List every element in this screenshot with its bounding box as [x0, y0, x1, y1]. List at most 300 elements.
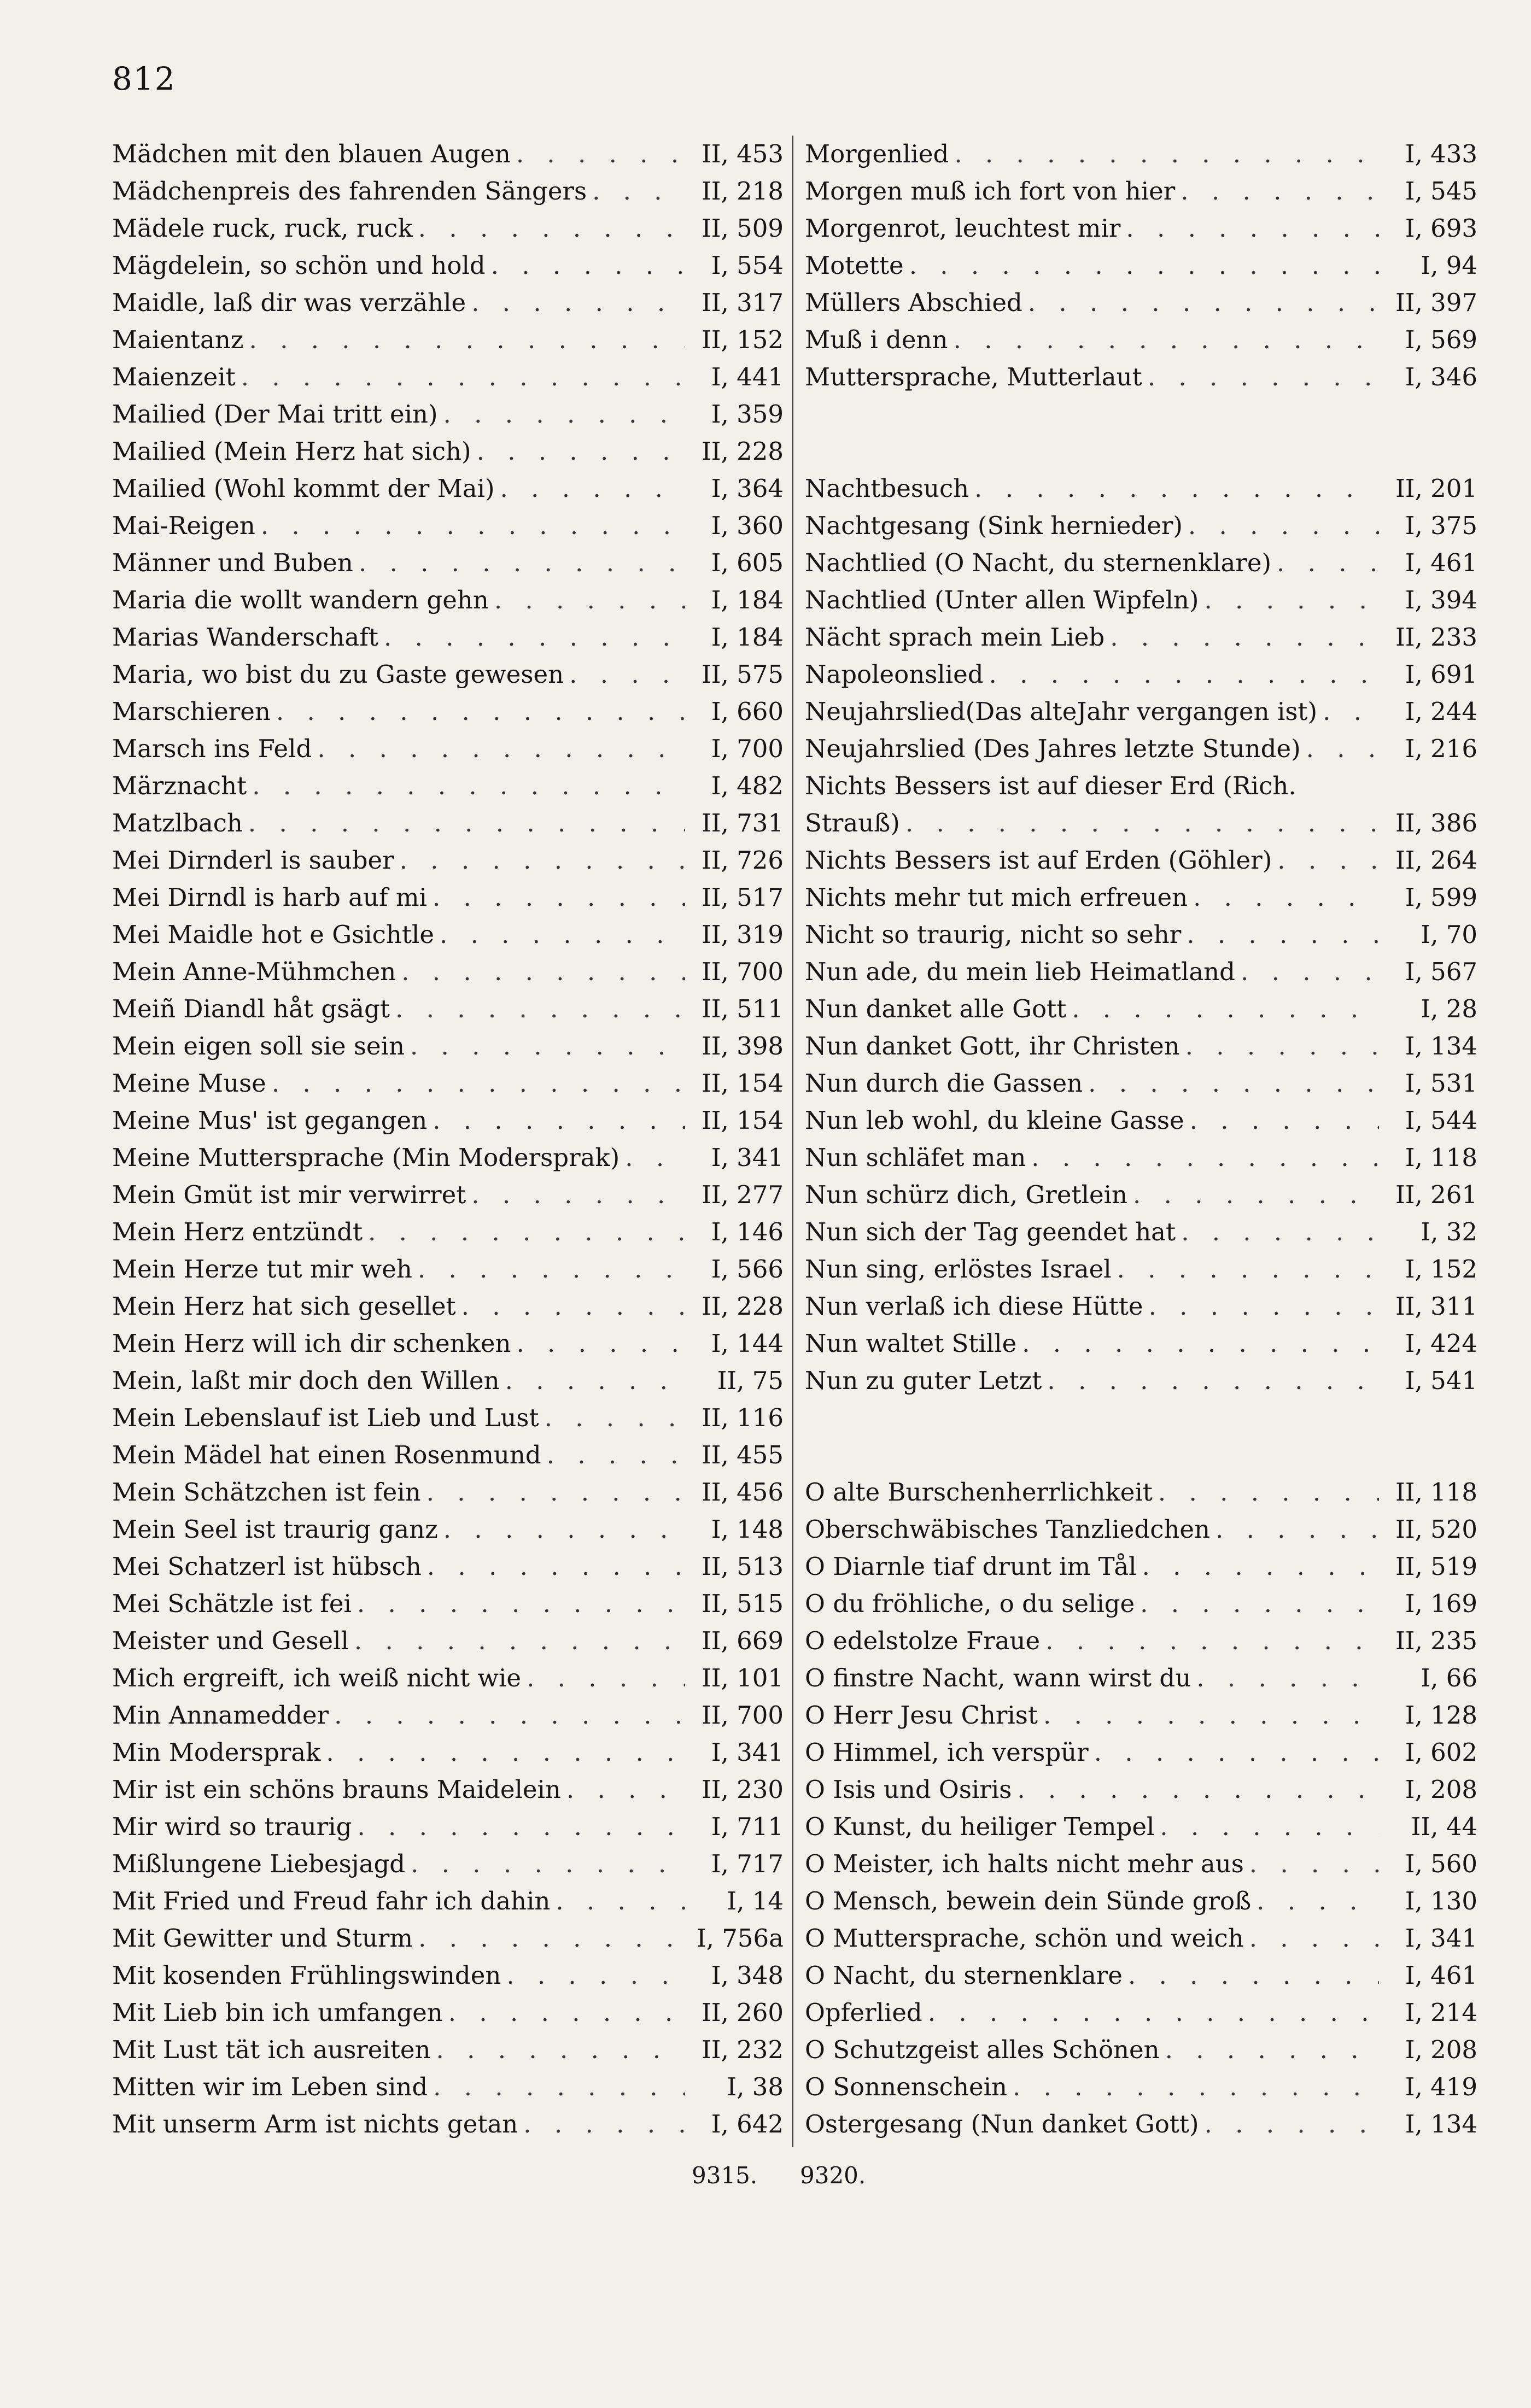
- dot-leader: [1149, 1288, 1379, 1325]
- index-entry: [805, 1994, 1477, 2031]
- entry-reference: II, 201: [1395, 474, 1477, 503]
- dot-leader: [272, 1065, 685, 1102]
- index-entry: [112, 1474, 784, 1511]
- entry-reference: II, 261: [1395, 1180, 1477, 1209]
- entry-reference: I, 660: [711, 697, 784, 726]
- index-entry: [805, 1102, 1477, 1139]
- entry-reference: I, 118: [1405, 1143, 1477, 1172]
- dot-leader: [334, 1697, 685, 1734]
- index-entry: [112, 805, 784, 842]
- entry-title: Meine Muttersprache (Min Modersprak): [112, 1143, 620, 1172]
- entry-reference: II, 575: [701, 660, 784, 689]
- entry-reference: I, 14: [727, 1886, 784, 1915]
- entry-title: Meine Muse: [112, 1069, 266, 1098]
- entry-title: Mit Lieb bin ich umfangen: [112, 1998, 443, 2027]
- entry-title: Maienzeit: [112, 362, 236, 391]
- index-entry: [805, 953, 1477, 991]
- dot-leader: [1181, 1214, 1379, 1251]
- entry-reference: II, 233: [1395, 623, 1477, 652]
- entry-title: Nun schürz dich, Gretlein: [805, 1180, 1127, 1209]
- entry-reference: II, 277: [701, 1180, 784, 1209]
- entry-title: Mein Anne-Mühmchen: [112, 957, 396, 986]
- dot-leader: [592, 173, 685, 210]
- entry-title: Nachtbesuch: [805, 474, 969, 503]
- index-entry: [112, 2106, 784, 2143]
- dot-leader: [276, 693, 685, 730]
- entry-reference: II, 520: [1395, 1515, 1477, 1544]
- entry-title: Müllers Abschied: [805, 288, 1022, 317]
- dot-leader: [527, 1660, 685, 1697]
- entry-reference: I, 394: [1405, 585, 1477, 614]
- entry-reference: II, 513: [701, 1552, 784, 1581]
- dot-leader: [471, 1176, 685, 1214]
- entry-reference: II, 152: [701, 325, 784, 354]
- entry-title: O Isis und Osiris: [805, 1775, 1012, 1804]
- index-entry: [112, 1697, 784, 1734]
- entry-reference: II, 398: [701, 1032, 784, 1061]
- index-entry: [112, 1102, 784, 1139]
- entry-reference: I, 130: [1405, 1886, 1477, 1915]
- entry-title: Maidle, laß dir was verzähle: [112, 288, 466, 317]
- index-entry: [805, 1845, 1477, 1883]
- dot-leader: [1047, 1362, 1379, 1399]
- index-entry: [112, 2031, 784, 2069]
- dot-leader: [1249, 1920, 1379, 1957]
- index-entry: [805, 842, 1477, 879]
- entry-title: O edelstolze Fraue: [805, 1626, 1041, 1655]
- index-column-left: [112, 136, 784, 2143]
- index-entry: [112, 247, 784, 284]
- index-entry: [805, 1771, 1477, 1808]
- entry-title: Mit Gewitter und Sturm: [112, 1924, 413, 1953]
- dot-leader: [1133, 1176, 1379, 1214]
- dot-leader: [1160, 1808, 1379, 1845]
- index-entry: [112, 656, 784, 693]
- entry-reference: II, 319: [701, 920, 784, 949]
- entry-reference: I, 554: [711, 251, 784, 280]
- index-entry: [805, 1362, 1477, 1399]
- entry-title: Mein Schätzchen ist fein: [112, 1478, 421, 1507]
- index-entry: [805, 1139, 1477, 1176]
- index-entry: [805, 1176, 1477, 1214]
- entry-title: Nun waltet Stille: [805, 1329, 1017, 1358]
- dot-leader: [1196, 1660, 1379, 1697]
- entry-title: O finstre Nacht, wann wirst du: [805, 1663, 1191, 1692]
- dot-leader: [1190, 1102, 1379, 1139]
- entry-reference: II, 517: [701, 883, 784, 912]
- index-entry: [112, 1251, 784, 1288]
- dot-leader: [928, 1994, 1379, 2031]
- index-entry: [805, 1325, 1477, 1362]
- entry-title: Oberschwäbisches Tanzliedchen: [805, 1515, 1211, 1544]
- index-entry: [112, 1920, 784, 1957]
- entry-title: O Kunst, du heiliger Tempel: [805, 1812, 1155, 1841]
- entry-reference: I, 152: [1405, 1255, 1477, 1284]
- dot-leader: [443, 1511, 685, 1548]
- dot-leader: [954, 136, 1379, 173]
- entry-reference: I, 184: [711, 585, 784, 614]
- index-entry: [112, 1771, 784, 1808]
- entry-title: Nun zu guter Letzt: [805, 1366, 1042, 1395]
- dot-leader: [427, 1548, 685, 1585]
- dot-leader: [1187, 916, 1379, 953]
- dot-leader: [1188, 507, 1379, 544]
- entry-reference: II, 726: [701, 846, 784, 875]
- dot-leader: [411, 1845, 685, 1883]
- entry-reference: I, 169: [1405, 1589, 1477, 1618]
- entry-reference: II, 519: [1395, 1552, 1477, 1581]
- entry-title: Mailied (Der Mai tritt ein): [112, 400, 438, 429]
- entry-title: Morgenlied: [805, 139, 949, 168]
- entry-title: Nun verlaß ich diese Hütte: [805, 1292, 1143, 1321]
- entry-title: Mädele ruck, ruck, ruck: [112, 214, 413, 243]
- entry-reference: I, 28: [1421, 994, 1477, 1023]
- index-entry: [805, 1920, 1477, 1957]
- index-entry: [112, 1957, 784, 1994]
- entry-title: Nun sich der Tag geendet hat: [805, 1217, 1176, 1246]
- dot-leader: [354, 1622, 685, 1660]
- entry-reference: I, 566: [711, 1255, 784, 1284]
- entry-title: Mit kosenden Frühlingswinden: [112, 1961, 501, 1990]
- entry-title: Nun danket Gott, ihr Christen: [805, 1032, 1180, 1061]
- entry-reference: I, 375: [1405, 511, 1477, 540]
- dot-leader: [384, 619, 685, 656]
- index-entry: [805, 507, 1477, 544]
- entry-title: Meiñ Diandl håt gsägt: [112, 994, 390, 1023]
- entry-title: Nichts Bessers ist auf dieser Erd (Rich.: [805, 771, 1296, 800]
- entry-reference: I, 38: [727, 2072, 784, 2101]
- entry-reference: II, 154: [701, 1069, 784, 1098]
- index-entry: [805, 1474, 1477, 1511]
- index-entry: [805, 693, 1477, 730]
- entry-reference: I, 602: [1405, 1738, 1477, 1767]
- dot-leader: [491, 247, 685, 284]
- entry-title: O Nacht, du sternenklare: [805, 1961, 1123, 1990]
- entry-title: Muß i denn: [805, 325, 948, 354]
- index-entry: [805, 1251, 1477, 1288]
- entry-reference: I, 341: [711, 1738, 784, 1767]
- entry-title: Napoleonslied: [805, 660, 984, 689]
- entry-title: Ostergesang (Nun danket Gott): [805, 2110, 1199, 2139]
- index-entry: [112, 916, 784, 953]
- entry-title: Mein Mädel hat einen Rosenmund: [112, 1440, 541, 1469]
- entry-reference: II, 260: [701, 1998, 784, 2027]
- entry-reference: II, 228: [701, 437, 784, 466]
- index-entry: [112, 1511, 784, 1548]
- dot-leader: [1204, 582, 1379, 619]
- index-entry: [112, 433, 784, 470]
- entry-reference: I, 461: [1405, 1961, 1477, 1990]
- index-entry: [112, 693, 784, 730]
- entry-reference: I, 531: [1405, 1069, 1477, 1098]
- dot-leader: [418, 1251, 685, 1288]
- entry-title: Mit unserm Arm ist nichts getan: [112, 2110, 518, 2139]
- entry-title: Mein Seel ist traurig ganz: [112, 1515, 438, 1544]
- entry-reference: II, 456: [701, 1478, 784, 1507]
- index-entry: [805, 173, 1477, 210]
- entry-title: Mädchen mit den blauen Augen: [112, 139, 511, 168]
- entry-title: O Muttersprache, schön und weich: [805, 1924, 1244, 1953]
- index-entry: [805, 1808, 1477, 1845]
- dot-leader: [249, 321, 685, 359]
- dot-leader: [494, 582, 685, 619]
- entry-reference: I, 364: [711, 474, 784, 503]
- dot-leader: [506, 1957, 685, 1994]
- entry-title: Mei Maidle hot e Gsichtle: [112, 920, 434, 949]
- entry-title: Nicht so traurig, nicht so sehr: [805, 920, 1182, 949]
- entry-title: Motette: [805, 251, 904, 280]
- entry-title: Nachtlied (O Nacht, du sternenklare): [805, 548, 1272, 577]
- index-entry: [805, 730, 1477, 767]
- index-entry: [805, 1511, 1477, 1548]
- entry-reference: I, 66: [1421, 1663, 1477, 1692]
- dot-leader: [1028, 284, 1379, 321]
- index-spacer: [805, 1437, 1477, 1474]
- entry-title: Mei Schatzerl ist hübsch: [112, 1552, 422, 1581]
- dot-leader: [436, 2031, 685, 2069]
- entry-title: Männer und Buben: [112, 548, 353, 577]
- entry-title: Marschieren: [112, 697, 271, 726]
- dot-leader: [448, 1994, 685, 2031]
- dot-leader: [418, 1920, 685, 1957]
- dot-leader: [1043, 1697, 1379, 1734]
- entry-reference: II, 311: [1395, 1292, 1477, 1321]
- dot-leader: [1158, 1474, 1379, 1511]
- index-entry: [112, 767, 784, 805]
- index-spacer: [805, 433, 1477, 470]
- entry-reference: I, 128: [1405, 1701, 1477, 1730]
- entry-reference: II, 230: [701, 1775, 784, 1804]
- entry-title: Mailied (Wohl kommt der Mai): [112, 474, 495, 503]
- dot-leader: [368, 1214, 685, 1251]
- index-entry: [805, 321, 1477, 359]
- entry-reference: II, 235: [1395, 1626, 1477, 1655]
- dot-leader: [326, 1734, 685, 1771]
- entry-title: Matzlbach: [112, 808, 243, 837]
- entry-reference: I, 691: [1405, 660, 1477, 689]
- entry-reference: I, 208: [1405, 2035, 1477, 2064]
- dot-leader: [1088, 1065, 1379, 1102]
- index-entry: [805, 879, 1477, 916]
- dot-leader: [1022, 1325, 1379, 1362]
- entry-reference: I, 70: [1421, 920, 1477, 949]
- dot-leader: [625, 1139, 685, 1176]
- entry-title: Muttersprache, Mutterlaut: [805, 362, 1142, 391]
- entry-title: Mei Dirndl is harb auf mi: [112, 883, 427, 912]
- entry-title: Mein Herz entzündt: [112, 1217, 363, 1246]
- index-entry: [805, 210, 1477, 247]
- entry-reference: I, 208: [1405, 1775, 1477, 1804]
- entry-reference: I, 341: [711, 1143, 784, 1172]
- index-entry: [805, 1697, 1477, 1734]
- dot-leader: [1306, 730, 1379, 767]
- index-entry: [805, 470, 1477, 507]
- dot-leader: [523, 2106, 685, 2143]
- index-entry: [112, 544, 784, 582]
- entry-title: Mißlungene Liebesjagd: [112, 1849, 406, 1878]
- entry-title: Marias Wanderschaft: [112, 623, 378, 652]
- entry-title: Strauß): [805, 808, 900, 837]
- index-entry: [805, 544, 1477, 582]
- dot-leader: [505, 1362, 685, 1399]
- entry-title: Morgenrot, leuchtest mir: [805, 214, 1121, 243]
- entry-reference: I, 461: [1405, 548, 1477, 577]
- entry-title: O Meister, ich halts nicht mehr aus: [805, 1849, 1244, 1878]
- entry-reference: II, 669: [701, 1626, 784, 1655]
- page-number: 812: [112, 60, 176, 97]
- entry-title: Maria die wollt wandern gehn: [112, 585, 489, 614]
- entry-title: O Himmel, ich verspür: [805, 1738, 1089, 1767]
- entry-reference: I, 711: [711, 1812, 784, 1841]
- entry-title: Neujahrslied (Des Jahres letzte Stunde): [805, 734, 1301, 763]
- dot-leader: [433, 2069, 685, 2106]
- entry-reference: II, 118: [1395, 1478, 1477, 1507]
- index-entry: [805, 1548, 1477, 1585]
- entry-title: Morgen muß ich fort von hier: [805, 177, 1176, 206]
- entry-reference: II, 511: [701, 994, 784, 1023]
- entry-reference: I, 146: [711, 1217, 784, 1246]
- index-entry: [112, 1994, 784, 2031]
- dot-leader: [1126, 210, 1379, 247]
- index-entry: [112, 1883, 784, 1920]
- dot-leader: [1142, 1548, 1379, 1585]
- dot-leader: [1148, 359, 1379, 396]
- entry-title: Nichts mehr tut mich erfreuen: [805, 883, 1188, 912]
- index-entry: [805, 916, 1477, 953]
- entry-title: O du fröhliche, o du selige: [805, 1589, 1135, 1618]
- entry-reference: I, 32: [1421, 1217, 1477, 1246]
- entry-reference: I, 433: [1405, 139, 1477, 168]
- dot-leader: [241, 359, 685, 396]
- dot-leader: [1110, 619, 1379, 656]
- dot-leader: [516, 1325, 685, 1362]
- entry-reference: II, 386: [1395, 808, 1477, 837]
- index-entry: [112, 1065, 784, 1102]
- entry-reference: I, 700: [711, 734, 784, 763]
- index-column-right: [805, 136, 1477, 2143]
- index-entry: [112, 1437, 784, 1474]
- dot-leader: [545, 1399, 685, 1437]
- entry-title: Mein Lebenslauf ist Lieb und Lust: [112, 1403, 539, 1432]
- dot-leader: [401, 953, 685, 991]
- entry-reference: II, 700: [701, 957, 784, 986]
- entry-title: Opferlied: [805, 1998, 922, 2027]
- dot-leader: [357, 1808, 685, 1845]
- entry-reference: I, 348: [711, 1961, 784, 1990]
- entry-title: Mein Herz hat sich gesellet: [112, 1292, 456, 1321]
- index-entry: [805, 1622, 1477, 1660]
- entry-title: Meine Mus' ist gegangen: [112, 1106, 428, 1135]
- index-entry: [112, 1808, 784, 1845]
- index-entry: [112, 991, 784, 1028]
- dot-leader: [1013, 2069, 1379, 2106]
- dot-leader: [989, 656, 1379, 693]
- entry-title: O Sonnenschein: [805, 2072, 1007, 2101]
- entry-title: Neujahrslied(Das alteJahr vergangen ist): [805, 697, 1318, 726]
- index-entry: [805, 1585, 1477, 1622]
- index-entry: [112, 1845, 784, 1883]
- entry-reference: I, 94: [1421, 251, 1477, 280]
- entry-reference: II, 218: [701, 177, 784, 206]
- entry-title: Nachtlied (Unter allen Wipfeln): [805, 585, 1199, 614]
- entry-reference: I, 693: [1405, 214, 1477, 243]
- entry-reference: II, 154: [701, 1106, 784, 1135]
- entry-reference: I, 441: [711, 362, 784, 391]
- index-entry: [112, 953, 784, 991]
- entry-title: Mailied (Mein Herz hat sich): [112, 437, 471, 466]
- index-entry: [112, 1176, 784, 1214]
- index-entry: [112, 1548, 784, 1585]
- index-entry: [112, 359, 784, 396]
- entry-reference: II, 44: [1411, 1812, 1477, 1841]
- entry-reference: II, 101: [701, 1663, 784, 1692]
- index-entry: [805, 1734, 1477, 1771]
- dot-leader: [1249, 1845, 1379, 1883]
- index-entry: [112, 730, 784, 767]
- entry-title: Mir wird so traurig: [112, 1812, 352, 1841]
- index-entry: [805, 582, 1477, 619]
- entry-reference: I, 360: [711, 511, 784, 540]
- dot-leader: [261, 507, 685, 544]
- dot-leader: [461, 1288, 685, 1325]
- index-entry: [112, 396, 784, 433]
- index-entry: [112, 1028, 784, 1065]
- entry-reference: II, 228: [701, 1292, 784, 1321]
- entry-title: O alte Burschenherrlichkeit: [805, 1478, 1153, 1507]
- entry-title: Nun sing, erlöstes Israel: [805, 1255, 1112, 1284]
- entry-title: O Diarnle tiaf drunt im Tål: [805, 1552, 1137, 1581]
- dot-leader: [357, 1585, 685, 1622]
- entry-reference: I, 216: [1405, 734, 1477, 763]
- dot-leader: [248, 805, 685, 842]
- entry-reference: II, 453: [701, 139, 784, 168]
- entry-title: Mägdelein, so schön und hold: [112, 251, 486, 280]
- index-entry: [112, 582, 784, 619]
- dot-leader: [1094, 1734, 1379, 1771]
- dot-leader: [443, 396, 685, 433]
- entry-title: O Herr Jesu Christ: [805, 1701, 1038, 1730]
- dot-leader: [1205, 2106, 1379, 2143]
- entry-title: Mai-Reigen: [112, 511, 255, 540]
- index-entry: [112, 1585, 784, 1622]
- dot-leader: [1017, 1771, 1379, 1808]
- index-entry: [805, 1288, 1477, 1325]
- dot-leader: [471, 284, 685, 321]
- entry-title: Nichts Bessers ist auf Erden (Göhler): [805, 846, 1272, 875]
- dot-leader: [1181, 173, 1379, 210]
- dot-leader: [556, 1883, 685, 1920]
- dot-leader: [1072, 991, 1379, 1028]
- entry-reference: II, 317: [701, 288, 784, 317]
- index-entry: [112, 1734, 784, 1771]
- dot-leader: [569, 656, 685, 693]
- index-entry: [112, 1214, 784, 1251]
- index-spacer: [805, 396, 1477, 433]
- dot-leader: [1323, 693, 1379, 730]
- dot-leader: [516, 136, 685, 173]
- entry-title: Mei Schätzle ist fei: [112, 1589, 352, 1618]
- dot-leader: [954, 321, 1379, 359]
- index-entry: [805, 284, 1477, 321]
- dot-leader: [1117, 1251, 1379, 1288]
- entry-title: Mein, laßt mir doch den Willen: [112, 1366, 500, 1395]
- entry-reference: II, 455: [701, 1440, 784, 1469]
- dot-leader: [1277, 842, 1379, 879]
- entry-reference: I, 148: [711, 1515, 784, 1544]
- entry-title: Min Annamedder: [112, 1701, 329, 1730]
- index-entry: [112, 1622, 784, 1660]
- column-divider: [792, 136, 793, 2147]
